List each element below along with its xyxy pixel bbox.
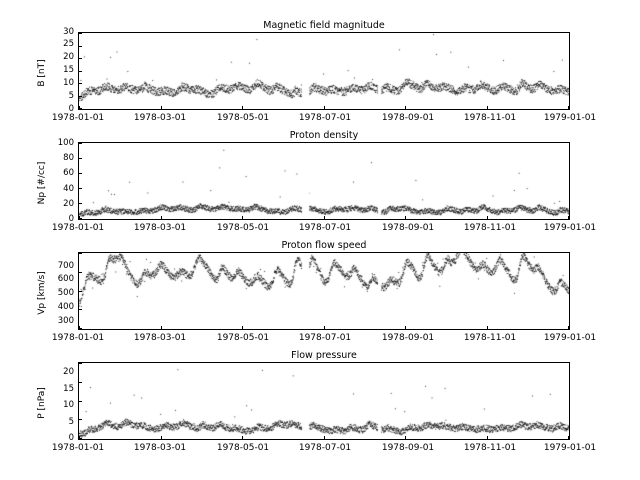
panel-3-xtick-4: 1978-09-01: [381, 333, 435, 343]
panel-1-xtick-0: 1978-01-01: [51, 113, 105, 123]
y-tickmark: [79, 108, 82, 109]
panel-2-xtick-5: 1978-11-01: [463, 223, 517, 233]
y-tickmark: [79, 203, 82, 204]
x-tickmark: [324, 106, 325, 109]
x-tickmark: [405, 216, 406, 219]
panel-3-ytick-0: 300: [57, 316, 74, 326]
panel-4-xtick-6: 1979-01-01: [543, 443, 597, 453]
y-tickmark: [79, 438, 82, 439]
panel-4-ytick-0: 0: [68, 433, 74, 443]
panel-3-xtick-0: 1978-01-01: [51, 333, 105, 343]
y-tickmark: [79, 309, 82, 310]
y-tickmark: [79, 253, 82, 254]
panel-1-ytick-6: 30: [63, 27, 74, 37]
x-tickmark: [324, 216, 325, 219]
panel-1-xtick-1: 1978-03-01: [133, 113, 187, 123]
y-tickmark: [79, 71, 82, 72]
panel-4-plot-area[interactable]: [78, 362, 570, 440]
panel-4-ylabel: P [nPa]: [37, 387, 47, 419]
panel-1-xtick-3: 1978-07-01: [298, 113, 352, 123]
x-tickmark: [568, 326, 569, 329]
y-tickmark: [79, 218, 82, 219]
panel-1-xtick-2: 1978-05-01: [216, 113, 270, 123]
panel-1-ytick-0: 0: [68, 104, 74, 114]
y-tickmark: [79, 173, 82, 174]
x-tickmark: [487, 436, 488, 439]
panel-3-ytick-2: 500: [57, 288, 74, 298]
panel-2-ytick-1: 20: [63, 199, 74, 209]
y-tickmark: [79, 58, 82, 59]
panel-1-ytick-4: 20: [63, 52, 74, 62]
panel-3-ytick-1: 400: [57, 302, 74, 312]
x-tickmark: [242, 436, 243, 439]
y-tickmark: [79, 46, 82, 47]
panel-4-ytick-4: 20: [63, 367, 74, 377]
x-tickmark: [242, 326, 243, 329]
x-tickmark: [487, 216, 488, 219]
panel-1-xtick-6: 1979-01-01: [543, 113, 597, 123]
y-tickmark: [79, 158, 82, 159]
x-tickmark: [568, 436, 569, 439]
x-tickmark: [242, 106, 243, 109]
x-tickmark: [324, 436, 325, 439]
panel-3-plot-area[interactable]: [78, 252, 570, 330]
panel-4-ytick-1: 5: [68, 417, 74, 427]
panel-4-xtick-0: 1978-01-01: [51, 443, 105, 453]
x-tickmark: [405, 436, 406, 439]
x-tickmark: [568, 216, 569, 219]
panel-1-ytick-3: 15: [63, 65, 74, 75]
panel-4-xtick-1: 1978-03-01: [133, 443, 187, 453]
panel-3-ylabel: Vp [km/s]: [37, 271, 47, 315]
x-tickmark: [405, 106, 406, 109]
panel-1-xtick-5: 1978-11-01: [463, 113, 517, 123]
panel-4-xtick-5: 1978-11-01: [463, 443, 517, 453]
y-tickmark: [79, 33, 82, 34]
panel-2-xtick-6: 1979-01-01: [543, 223, 597, 233]
y-tickmark: [79, 363, 82, 364]
panel-2-xtick-2: 1978-05-01: [216, 223, 270, 233]
panel-2-ytick-2: 40: [63, 184, 74, 194]
panel-3-ytick-3: 600: [57, 274, 74, 284]
panel-3-xtick-6: 1979-01-01: [543, 333, 597, 343]
panel-3-xtick-5: 1978-11-01: [463, 333, 517, 343]
panel-2-xtick-0: 1978-01-01: [51, 223, 105, 233]
panel-2-ylabel: Np [#/cc]: [37, 161, 47, 205]
panel-3-xtick-3: 1978-07-01: [298, 333, 352, 343]
y-tickmark: [79, 401, 82, 402]
panel-2-ytick-4: 80: [63, 153, 74, 163]
panel-4-ytick-3: 15: [63, 384, 74, 394]
x-tickmark: [324, 326, 325, 329]
panel-2-ytick-3: 60: [63, 168, 74, 178]
panel-2-xtick-3: 1978-07-01: [298, 223, 352, 233]
panel-1-ytick-2: 10: [63, 78, 74, 88]
y-tickmark: [79, 83, 82, 84]
panel-2-ytick-0: 0: [68, 214, 74, 224]
panel-1-title: Magnetic field magnitude: [263, 20, 385, 31]
panel-2-ytick-5: 100: [57, 138, 74, 148]
x-tickmark: [568, 106, 569, 109]
panel-1-plot-area[interactable]: [78, 32, 570, 110]
panel-4-xtick-3: 1978-07-01: [298, 443, 352, 453]
panel-2-xtick-4: 1978-09-01: [381, 223, 435, 233]
y-tickmark: [79, 382, 82, 383]
panel-4-title: Flow pressure: [291, 350, 357, 361]
x-tickmark: [161, 216, 162, 219]
panel-4-xtick-2: 1978-05-01: [216, 443, 270, 453]
panel-1-ytick-1: 5: [68, 91, 74, 101]
panel-4-ytick-2: 10: [63, 400, 74, 410]
x-tickmark: [405, 326, 406, 329]
panel-1-ytick-5: 25: [63, 39, 74, 49]
y-tickmark: [79, 272, 82, 273]
panel-2-xtick-1: 1978-03-01: [133, 223, 187, 233]
y-tickmark: [79, 96, 82, 97]
panel-1-xtick-4: 1978-09-01: [381, 113, 435, 123]
x-tickmark: [242, 216, 243, 219]
panel-2-plot-area[interactable]: [78, 142, 570, 220]
y-tickmark: [79, 419, 82, 420]
x-tickmark: [161, 326, 162, 329]
panel-4-xtick-4: 1978-09-01: [381, 443, 435, 453]
x-tickmark: [161, 106, 162, 109]
panel-3-title: Proton flow speed: [281, 240, 367, 251]
panel-1-ylabel: B [nT]: [37, 59, 47, 87]
y-tickmark: [79, 291, 82, 292]
panel-3-xtick-2: 1978-05-01: [216, 333, 270, 343]
y-tickmark: [79, 188, 82, 189]
y-tickmark: [79, 143, 82, 144]
panel-3-xtick-1: 1978-03-01: [133, 333, 187, 343]
panel-2-title: Proton density: [289, 130, 359, 141]
x-tickmark: [161, 436, 162, 439]
x-tickmark: [487, 106, 488, 109]
y-tickmark: [79, 328, 82, 329]
x-tickmark: [487, 326, 488, 329]
panel-3-ytick-4: 700: [57, 261, 74, 271]
